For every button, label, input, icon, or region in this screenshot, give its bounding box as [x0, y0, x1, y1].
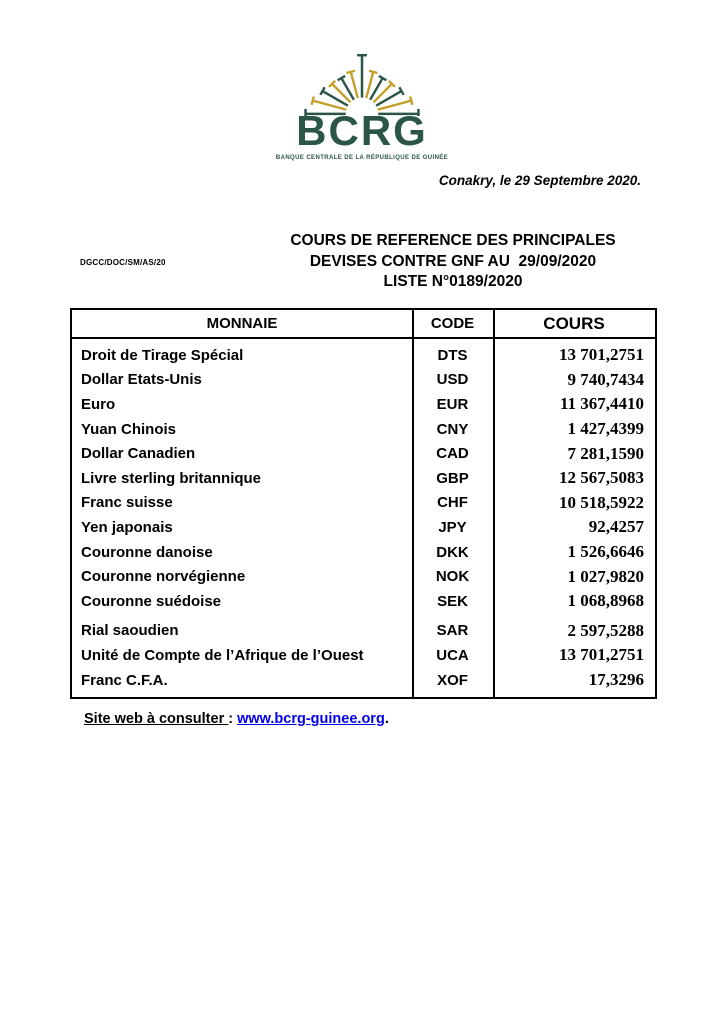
currency-rate: 13 701,2751 — [559, 345, 644, 365]
website-period: . — [384, 711, 389, 727]
currency-rate: 11 367,4410 — [559, 394, 644, 414]
currency-rate: 10 518,5922 — [559, 492, 644, 512]
currency-name: Couronne suédoise — [81, 592, 222, 610]
table-row — [72, 619, 655, 644]
fan-of-rays-icon — [296, 40, 428, 116]
table-row — [72, 491, 655, 516]
table-row — [72, 392, 655, 417]
currency-rate: 12 567,5083 — [559, 468, 644, 488]
logo-acronym: BCRG — [296, 107, 428, 154]
website-line — [84, 711, 389, 727]
table-row — [72, 564, 655, 589]
currency-rate: 92,4257 — [588, 517, 644, 537]
title-line-3: LISTE N°0189/2020 — [383, 273, 523, 290]
currency-rate: 2 597,5288 — [567, 620, 644, 640]
currency-name: Livre sterling britannique — [81, 469, 262, 487]
currency-code: SEK — [437, 592, 468, 610]
website-label: Site web à consulter — [84, 711, 229, 727]
currency-code: UCA — [436, 646, 469, 664]
table-row — [72, 441, 655, 466]
exchange-rates-table — [70, 308, 657, 699]
currency-code: CHF — [437, 494, 468, 512]
currency-rate: 13 701,2751 — [559, 645, 644, 665]
currency-rate: 1 427,4399 — [567, 419, 644, 439]
column-divider — [493, 310, 495, 697]
currency-code: CNY — [436, 420, 469, 438]
currency-name: Unité de Compte de l’Afrique de l’Ouest — [81, 646, 364, 664]
currency-name: Rial saoudien — [81, 622, 179, 640]
table-row — [72, 643, 655, 668]
website-separator: : — [228, 711, 238, 727]
currency-code: USD — [436, 371, 469, 389]
currency-name: Couronne norvégienne — [81, 568, 246, 586]
logo-caption: BANQUE CENTRALE DE LA RÉPUBLIQUE DE GUINÉE — [275, 155, 449, 161]
currency-name: Yuan Chinois — [81, 420, 177, 438]
table-row — [72, 589, 655, 614]
currency-code: DTS — [437, 346, 468, 364]
dateline: Conakry, le 29 Septembre 2020. — [438, 173, 641, 188]
header-cours: COURS — [543, 313, 605, 333]
currency-name: Franc C.F.A. — [81, 671, 168, 689]
currency-rate: 7 281,1590 — [567, 443, 644, 463]
currency-code: EUR — [436, 395, 469, 413]
currency-code: JPY — [438, 518, 467, 536]
bcrg-logo — [272, 40, 452, 161]
table-row — [72, 668, 655, 693]
table-row — [72, 368, 655, 393]
currency-name: Dollar Etats-Unis — [81, 371, 202, 389]
header-monnaie: MONNAIE — [206, 315, 278, 332]
website-link[interactable]: www.bcrg-guinee.org — [237, 711, 385, 727]
currency-code: GBP — [436, 469, 469, 487]
currency-rate: 1 526,6646 — [567, 542, 644, 562]
reference-code: DGCC/DOC/SM/AS/20 — [80, 258, 166, 267]
table-body — [72, 339, 655, 697]
currency-code: XOF — [437, 671, 468, 689]
table-row — [72, 343, 655, 368]
table-row — [72, 466, 655, 491]
document-title — [270, 231, 636, 293]
currency-name: Yen japonais — [81, 518, 173, 536]
table-row — [72, 417, 655, 442]
title-line-1: COURS DE REFERENCE DES PRINCIPALES — [290, 232, 616, 249]
table-row — [72, 515, 655, 540]
title-line-2: DEVISES CONTRE GNF AU 29/09/2020 — [309, 252, 597, 270]
currency-name: Franc suisse — [81, 494, 173, 512]
currency-code: CAD — [436, 445, 469, 463]
currency-code: DKK — [436, 543, 469, 561]
header-code: CODE — [430, 315, 475, 332]
currency-code: NOK — [435, 568, 470, 586]
currency-code: SAR — [436, 622, 469, 640]
currency-rate: 9 740,7434 — [567, 369, 644, 389]
currency-rate: 1 068,8968 — [567, 591, 644, 611]
column-divider — [412, 310, 414, 697]
currency-name: Dollar Canadien — [81, 445, 196, 463]
currency-name: Couronne danoise — [81, 543, 213, 561]
currency-rate: 1 027,9820 — [567, 566, 644, 586]
currency-name: Euro — [81, 395, 116, 413]
table-row — [72, 540, 655, 565]
currency-name: Droit de Tirage Spécial — [81, 346, 244, 364]
currency-rate: 17,3296 — [588, 670, 644, 690]
table-header-row — [72, 310, 655, 339]
